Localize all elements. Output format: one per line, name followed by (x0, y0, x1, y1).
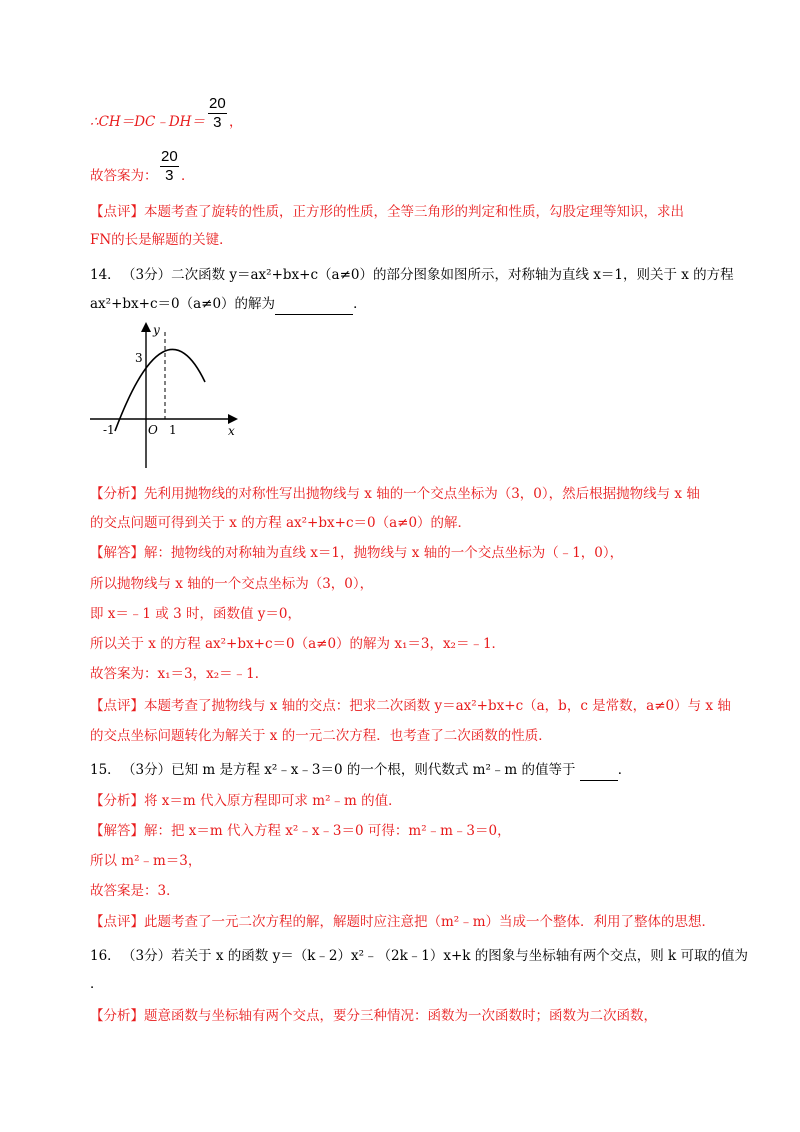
q14-solution-line-5: 故答案为：x₁＝3，x₂＝﹣1． (90, 666, 269, 682)
q14-answer-blank (275, 294, 353, 315)
q14-analysis-line-2: 的交点问题可得到关于 x 的方程 ax²+bx+c＝0（a≠0）的解． (90, 515, 472, 531)
y-axis-arrow (141, 322, 151, 332)
solution-tag: 【解答】 (90, 823, 144, 839)
q15-answer-blank (580, 760, 618, 781)
answer-line-top-suffix: ． (181, 168, 195, 184)
q14-solution-line-1: 【解答】解：抛物线的对称轴为直线 x＝1，抛物线与 x 轴的一个交点坐标为（﹣1，0）， (90, 545, 624, 561)
q14-analysis-line-1: 【分析】先利用抛物线的对称性写出抛物线与 x 轴的一个交点坐标为（3，0），然后根据抛物线与 x 轴 (90, 486, 700, 502)
tick-label-neg1: -1 (103, 423, 115, 437)
fraction-20-3-a: $\frac{20}{3}$ (209, 95, 226, 131)
comment-top-line-1: 【点评】本题考查了旋转的性质，正方形的性质，全等三角形的判定和性质，勾股定理等知识，求出 (90, 204, 684, 220)
parabola-graph (86, 318, 246, 472)
solution-tag: 【解答】 (90, 545, 144, 561)
ch-equation-line: ∴CH＝DC﹣DH＝ (90, 114, 205, 130)
q16-number: 16． (90, 948, 121, 964)
q15-analysis-line-1: 【分析】将 x＝m 代入原方程即可求 m²﹣m 的值． (90, 793, 402, 809)
q15-number: 15． (90, 762, 121, 778)
answer-line-top: 故答案为： (90, 168, 158, 184)
q14-stem-line-2: ax²+bx+c＝0（a≠0）的解为 ． (90, 294, 367, 315)
analysis-tag: 【分析】 (90, 486, 144, 502)
x-axis-arrow (228, 414, 238, 424)
comment-tag: 【点评】 (90, 914, 144, 930)
q15-solution-line-2: 所以 m²﹣m＝3， (90, 853, 202, 869)
ch-line-suffix: ， (229, 114, 243, 130)
q16-stem-line-1: （3分）若关于 x 的函数 y＝（k﹣2）x²﹣（2k﹣1）x+k 的图象与坐标轴有两个交点，则 k 可取的值为 (122, 948, 749, 964)
q14-number: 14． (90, 267, 121, 283)
y-axis-label: y (153, 323, 160, 337)
q14-stem-line-1: （3分）二次函数 y＝ax²+bx+c（a≠0）的部分图象如图所示，对称轴为直线 x＝1，则关于 x 的方程 (122, 267, 734, 283)
q14-solution-line-2: 所以抛物线与 x 轴的一个交点坐标为（3，0）， (90, 576, 374, 592)
q14-comment-line-1: 【点评】本题考查了抛物线与 x 轴的交点：把求二次函数 y＝ax²+bx+c（a，b，c 是常数，a≠0）与 x 轴 (90, 698, 731, 714)
origin-label: O (148, 423, 158, 437)
q14-solution-line-4: 所以关于 x 的方程 ax²+bx+c＝0（a≠0）的解为 x₁＝3，x₂＝﹣1． (90, 636, 506, 652)
comment-tag: 【点评】 (90, 698, 144, 714)
q15-solution-line-1: 【解答】解：把 x＝m 代入方程 x²﹣x﹣3＝0 可得：m²﹣m﹣3＝0， (90, 823, 511, 839)
x-axis-label: x (228, 424, 235, 438)
q14-solution-line-3: 即 x＝﹣1 或 3 时，函数值 y＝0， (90, 606, 301, 622)
tick-label-1: 1 (169, 423, 177, 437)
tick-label-3: 3 (135, 351, 143, 365)
comment-top-line-2: FN的长是解题的关键． (90, 232, 233, 248)
fraction-20-3-b: $\frac{20}{3}$ (161, 148, 178, 184)
q14-comment-line-2: 的交点坐标问题转化为解关于 x 的一元二次方程．也考查了二次函数的性质． (90, 728, 552, 744)
q16-stem-line-2: ． (90, 976, 104, 992)
q15-stem-line-1: （3分）已知 m 是方程 x²﹣x﹣3＝0 的一个根，则代数式 m²﹣m 的值等于 ． (122, 760, 631, 781)
q15-solution-line-3: 故答案是：3． (90, 883, 180, 899)
comment-tag: 【点评】 (90, 204, 144, 220)
q15-comment-line-1: 【点评】此题考查了一元二次方程的解，解题时应注意把（m²﹣m）当成一个整体．利用了整体的思想． (90, 914, 716, 930)
analysis-tag: 【分析】 (90, 793, 144, 809)
analysis-tag: 【分析】 (90, 1008, 144, 1024)
q16-analysis-line-1: 【分析】题意函数与坐标轴有两个交点，要分三种情况：函数为一次函数时；函数为二次函数， (90, 1008, 657, 1024)
